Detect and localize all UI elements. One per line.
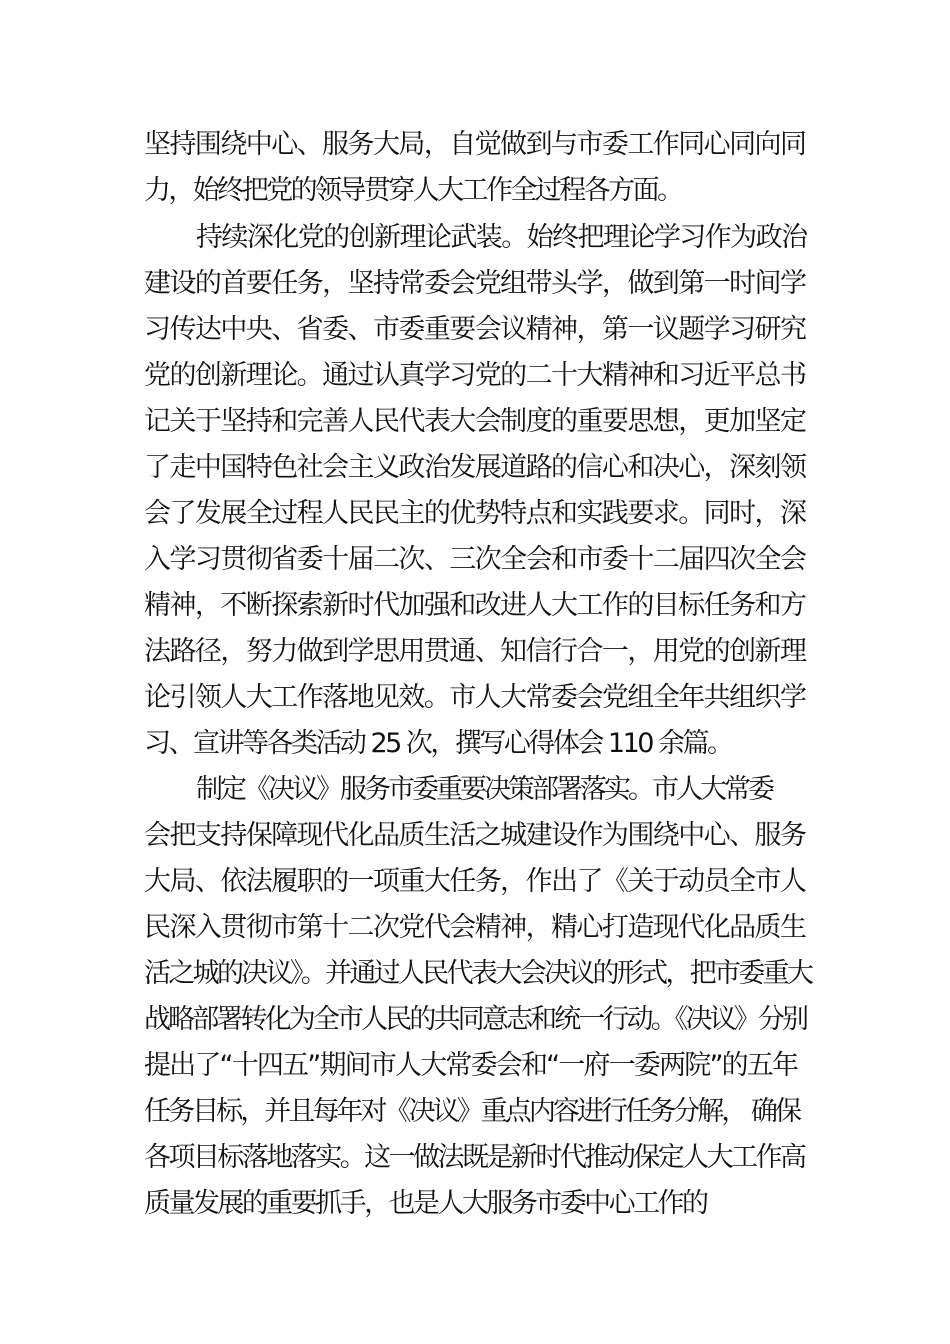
text-line: 力，始终把党的领导贯穿人大工作全过程各方面。: [144, 175, 682, 206]
text-line: 民深入贯彻市第十二次党代会精神，精心打造现代化品质生: [144, 912, 806, 943]
text-line: 论引领人大工作落地见效。市人大常委会党组全年共组织学: [144, 682, 806, 713]
text-line: 质量发展的重要抓手，也是人大服务市委中心工作的: [144, 1188, 707, 1219]
text-line: 会了发展全过程人民民主的优势特点和实践要求。同时，深: [144, 498, 806, 529]
text-line: 习、宣讲等各类活动 25 次，撰写心得体会 110 余篇。: [144, 728, 732, 759]
text-line: 各项目标落地落实。这一做法既是新时代推动保定人大工作高: [144, 1142, 805, 1173]
text-line: 习传达中央、省委、市委重要会议精神，第一议题学习研究: [144, 314, 806, 345]
text-line: 提出了“十四五”期间市人大常委会和“一府一委两院”的五年: [144, 1050, 798, 1081]
text-line: 活之城的决议》。并通过人民代表大会决议的形式，把市委重大: [144, 958, 812, 989]
text-line: 记关于坚持和完善人民代表大会制度的重要思想，更加坚定: [144, 406, 806, 437]
text-line: 持续深化党的创新理论武装。始终把理论学习作为政治: [196, 222, 807, 253]
text-line: 党的创新理论。通过认真学习党的二十大精神和习近平总书: [144, 360, 806, 391]
text-line: 大局、依法履职的一项重大任务，作出了《关于动员全市人: [144, 866, 806, 897]
text-line: 制定《决议》服务市委重要决策部署落实。市人大常委: [196, 774, 772, 805]
text-line: 建设的首要任务，坚持常委会党组带头学，做到第一时间学: [144, 268, 806, 299]
text-line: 坚持围绕中心、服务大局，自觉做到与市委工作同心同向同: [144, 129, 806, 160]
text-line: 会把支持保障现代化品质生活之城建设作为围绕中心、服务: [144, 820, 806, 851]
text-line: 任务目标，并且每年对《决议》重点内容进行任务分解， 确保: [144, 1096, 800, 1127]
text-line: 法路径，努力做到学思用贯通、知信行合一，用党的创新理: [144, 636, 806, 667]
text-line: 入学习贯彻省委十届二次、三次全会和市委十二届四次全会: [144, 544, 806, 575]
text-line: 精神，不断探索新时代加强和改进人大工作的目标任务和方: [144, 590, 806, 621]
text-line: 了走中国特色社会主义政治发展道路的信心和决心，深刻领: [144, 452, 806, 483]
text-line: 战略部署转化为全市人民的共同意志和统一行动。《决议》分别: [144, 1004, 807, 1035]
